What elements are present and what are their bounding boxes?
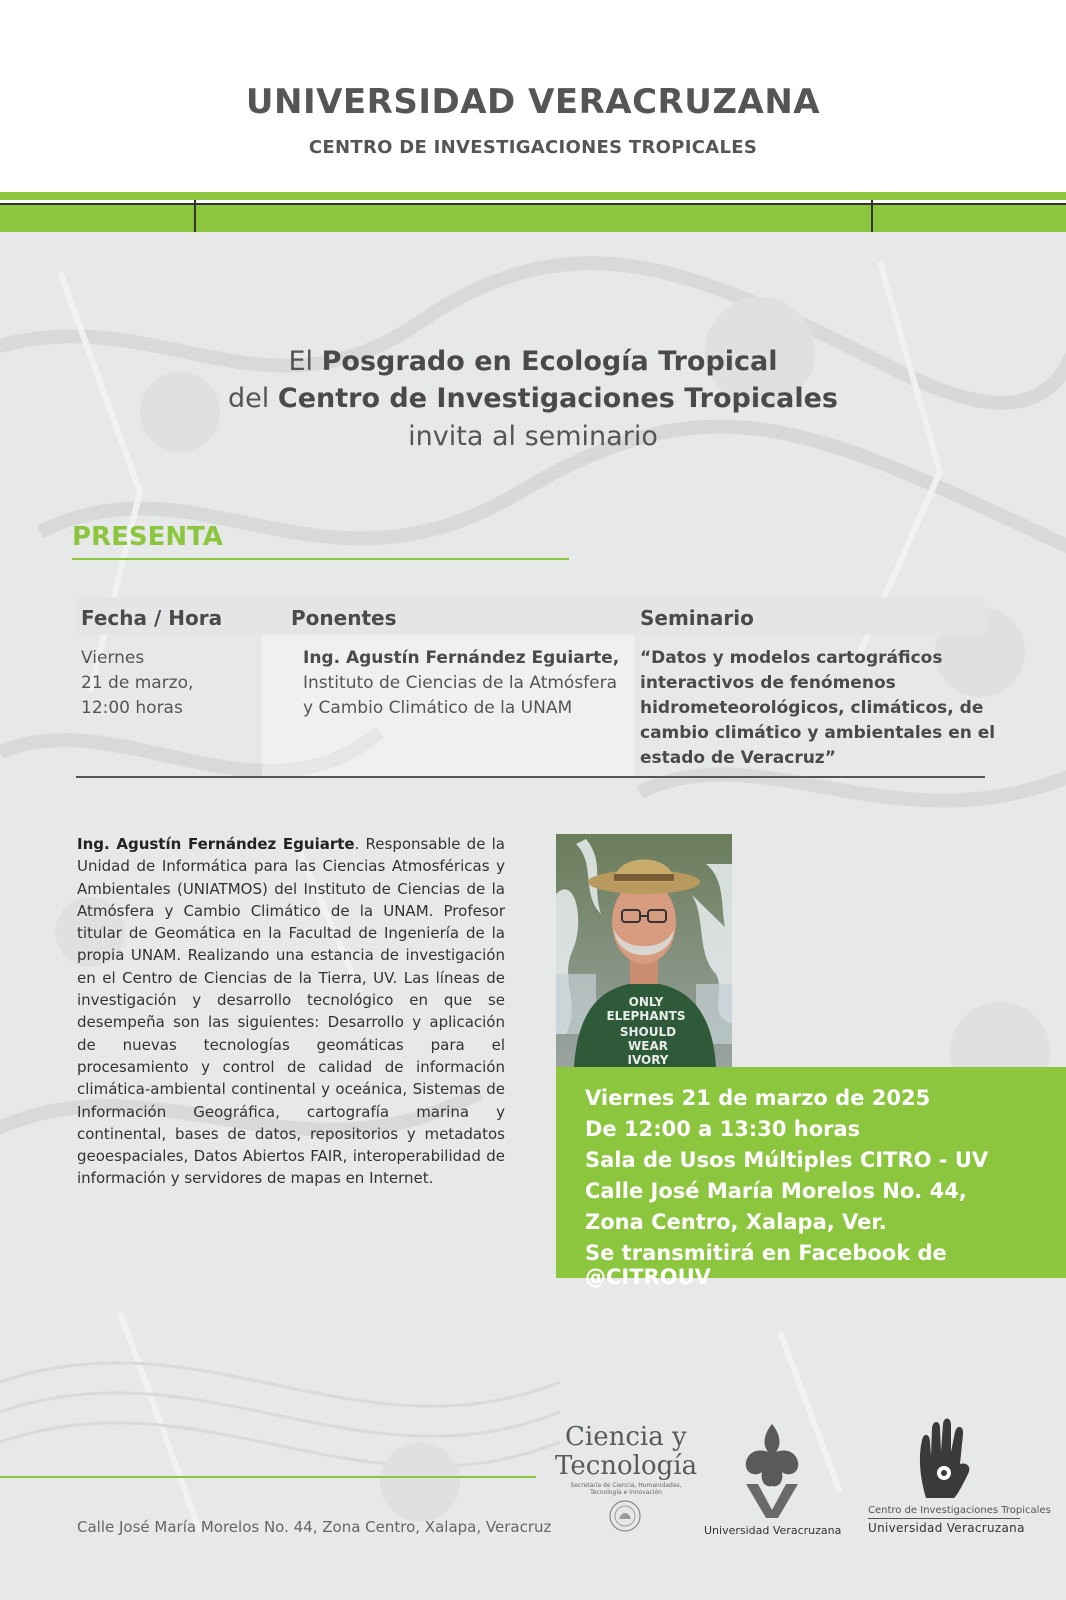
seminar-title-line: “Datos y modelos cartográficos [640,648,943,668]
intro-line-2 [0,383,1066,414]
logo-ciencia-line2: Tecnología [555,1451,698,1481]
intro-line-1-prefix: El [288,346,314,377]
seminar-title-line: estado de Veracruz” [640,748,836,768]
speaker-affiliation-line: y Cambio Climático de la UNAM [303,698,573,718]
event-venue: Sala de Usos Múltiples CITRO - UV [585,1148,989,1172]
seminar-title-line: cambio climático y ambientales en el [640,723,996,743]
speaker-photo-illustration [556,834,732,1067]
cit-hand-logo-icon [914,1418,974,1504]
bar-divider-right [871,200,873,232]
cit-logo-line2: Universidad Veracruzana [868,1521,1025,1535]
uv-logo-label: Universidad Veracruzana [704,1524,842,1537]
intro-line-3: invita al seminario [408,421,658,452]
table-cell-speaker [303,646,619,721]
shirt-text-line: WEAR [628,1039,668,1053]
cit-logo-line1: Centro de Investigaciones Tropicales [868,1505,1051,1516]
intro-line-1 [0,346,1066,377]
event-date: Viernes 21 de marzo de 2025 [585,1086,931,1110]
footer-address: Calle José María Morelos No. 44, Zona Centro, Xalapa, Veracruz [77,1518,552,1536]
date-line: 21 de marzo, [81,673,194,693]
center-name: Centro de Investigaciones Tropicales [277,383,838,414]
shirt-text-line: ELEPHANTS [606,1009,686,1023]
table-bottom-rule [76,776,985,778]
shirt-text-line: IVORY [627,1053,669,1067]
speaker-name: Ing. Agustín Fernández Eguiarte, [303,648,620,668]
uv-logo-icon [734,1422,810,1522]
program-name: Posgrado en Ecología Tropical [321,346,778,377]
table-header-speakers: Ponentes [291,606,397,630]
table-header-date: Fecha / Hora [81,606,223,630]
green-bar-bottom [0,205,1066,232]
date-line: Viernes [81,648,145,668]
university-title: UNIVERSIDAD VERACRUZANA [245,82,821,122]
mexico-seal-icon [609,1499,641,1537]
event-time: De 12:00 a 13:30 horas [585,1117,861,1141]
seminar-title-line: hidrometeorológicos, climáticos, de [640,698,984,718]
shirt-text-line: SHOULD [619,1025,677,1039]
table-cell-date [81,646,193,721]
logo-ciencia-line1: Ciencia y [565,1422,687,1452]
bio-name: Ing. Agustín Fernández Eguiarte [77,835,355,853]
bar-divider-left [194,200,196,232]
bio-text: . Responsable de la Unidad de Informática para las Ciencias Atmosféricas y Ambientales (UNIATMOS) del Instituto de Ciencias de la Atmósfera y Cambio Climático de la UNAM. Profesor titular de Geomática en la Facultad de Ingeniería de la propia UNAM. Realizando una estancia de investigación en el Centro de Ciencias de la Tierra, UV. Las líneas de investigación y desarrollo tecnológico en que se desempeña son las siguientes: Desarrollo y aplicación de nuevas tecnologías geomáticas para el procesamiento y control de calidad de información climática-ambiental continental y oceánica, Sistemas de Información Geográfica, cartografía marina y continental, bases de datos, repositorios y metadatos geoespaciales, Datos Abiertos FAIR, interoperabilidad de información y servidores de mapas en Internet. [77,835,505,1188]
bar-rule [0,203,1066,205]
section-title-presenta: PRESENTA [72,522,223,552]
footer-rule [0,1476,536,1478]
logo-ciencia-subtitle: Secretaría de Ciencia, Humanidades, Tecnología e Innovación [570,1482,682,1496]
speaker-bio [77,833,505,1190]
table-header-seminar: Seminario [640,606,754,630]
event-city: Zona Centro, Xalapa, Ver. [585,1210,887,1234]
table-cell-seminar [640,646,995,771]
speaker-photo [556,834,732,1067]
shirt-text-line: ONLY [628,995,664,1009]
seminar-title-line: interactivos de fenómenos [640,673,896,693]
speaker-affiliation-line: Instituto de Ciencias de la Atmósfera [303,673,618,693]
event-stream: Se transmitirá en Facebook de @CITROUV [585,1241,947,1289]
section-title-underline [72,558,569,560]
cit-logo-rule [868,1518,1020,1519]
center-subtitle: CENTRO DE INVESTIGACIONES TROPICALES [308,137,758,158]
event-street: Calle José María Morelos No. 44, [585,1179,967,1203]
green-bar-top [0,192,1066,200]
intro-line-2-prefix: del [228,383,270,414]
date-line: 12:00 horas [81,698,183,718]
